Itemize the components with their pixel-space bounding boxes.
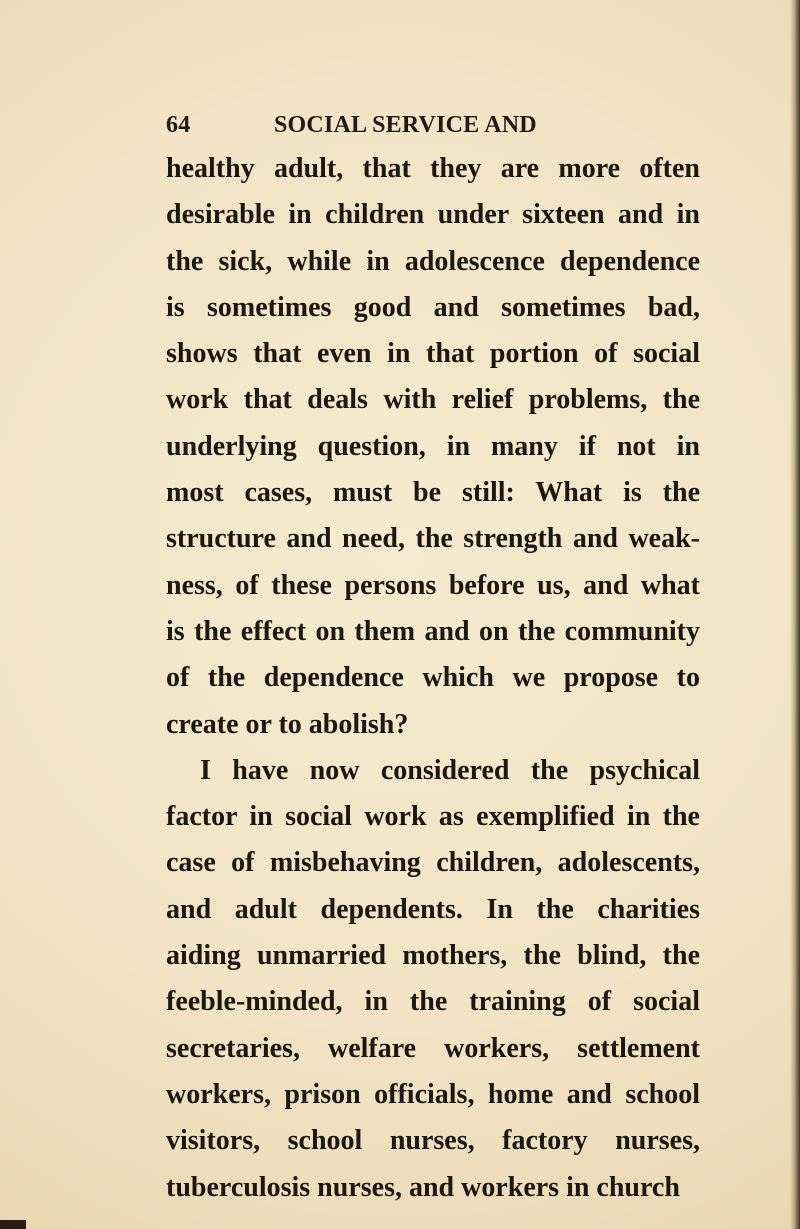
- page-number: 64: [166, 111, 191, 138]
- text-line: healthy adult, that they are more often: [166, 153, 700, 184]
- text-line: is the effect on them and on the community: [166, 615, 700, 647]
- text-line: of the dependence which we propose to: [166, 662, 700, 694]
- running-head: SOCIAL SERVICE AND: [274, 111, 537, 138]
- page-body: [166, 146, 700, 1211]
- binding-mark: [0, 1220, 26, 1229]
- page-header: [166, 108, 700, 142]
- text-line: aiding unmarried mothers, the blind, the: [166, 940, 700, 972]
- text-line: work that deals with relief problems, the: [166, 384, 700, 416]
- text-line: structure and need, the strength and weak-: [166, 523, 700, 555]
- text-line: I have now considered the psychical: [200, 754, 700, 786]
- text-line: is sometimes good and sometimes bad,: [166, 291, 700, 323]
- text-line: tuberculosis nurses, and workers in church: [166, 1171, 680, 1203]
- text-line: ness, of these persons before us, and what: [166, 569, 700, 601]
- text-line: factor in social work as exemplified in the: [166, 801, 700, 833]
- text-line: visitors, school nurses, factory nurses,: [166, 1125, 700, 1157]
- text-line: the sick, while in adolescence dependence: [166, 245, 700, 277]
- text-line: secretaries, welfare workers, settlement: [166, 1032, 700, 1064]
- page-edge-shadow: [790, 0, 800, 1229]
- text-line: case of misbehaving children, adolescents,: [166, 847, 700, 879]
- text-line: and adult dependents. In the charities: [166, 893, 700, 925]
- text-line: create or to abolish?: [166, 708, 409, 740]
- text-line: feeble-minded, in the training of social: [166, 986, 700, 1018]
- text-line: underlying question, in many if not in: [166, 430, 700, 462]
- text-line: most cases, must be still: What is the: [166, 477, 700, 509]
- text-line: workers, prison officials, home and school: [166, 1078, 700, 1110]
- text-line: shows that even in that portion of social: [166, 338, 700, 370]
- text-line: desirable in children under sixteen and in: [166, 199, 700, 231]
